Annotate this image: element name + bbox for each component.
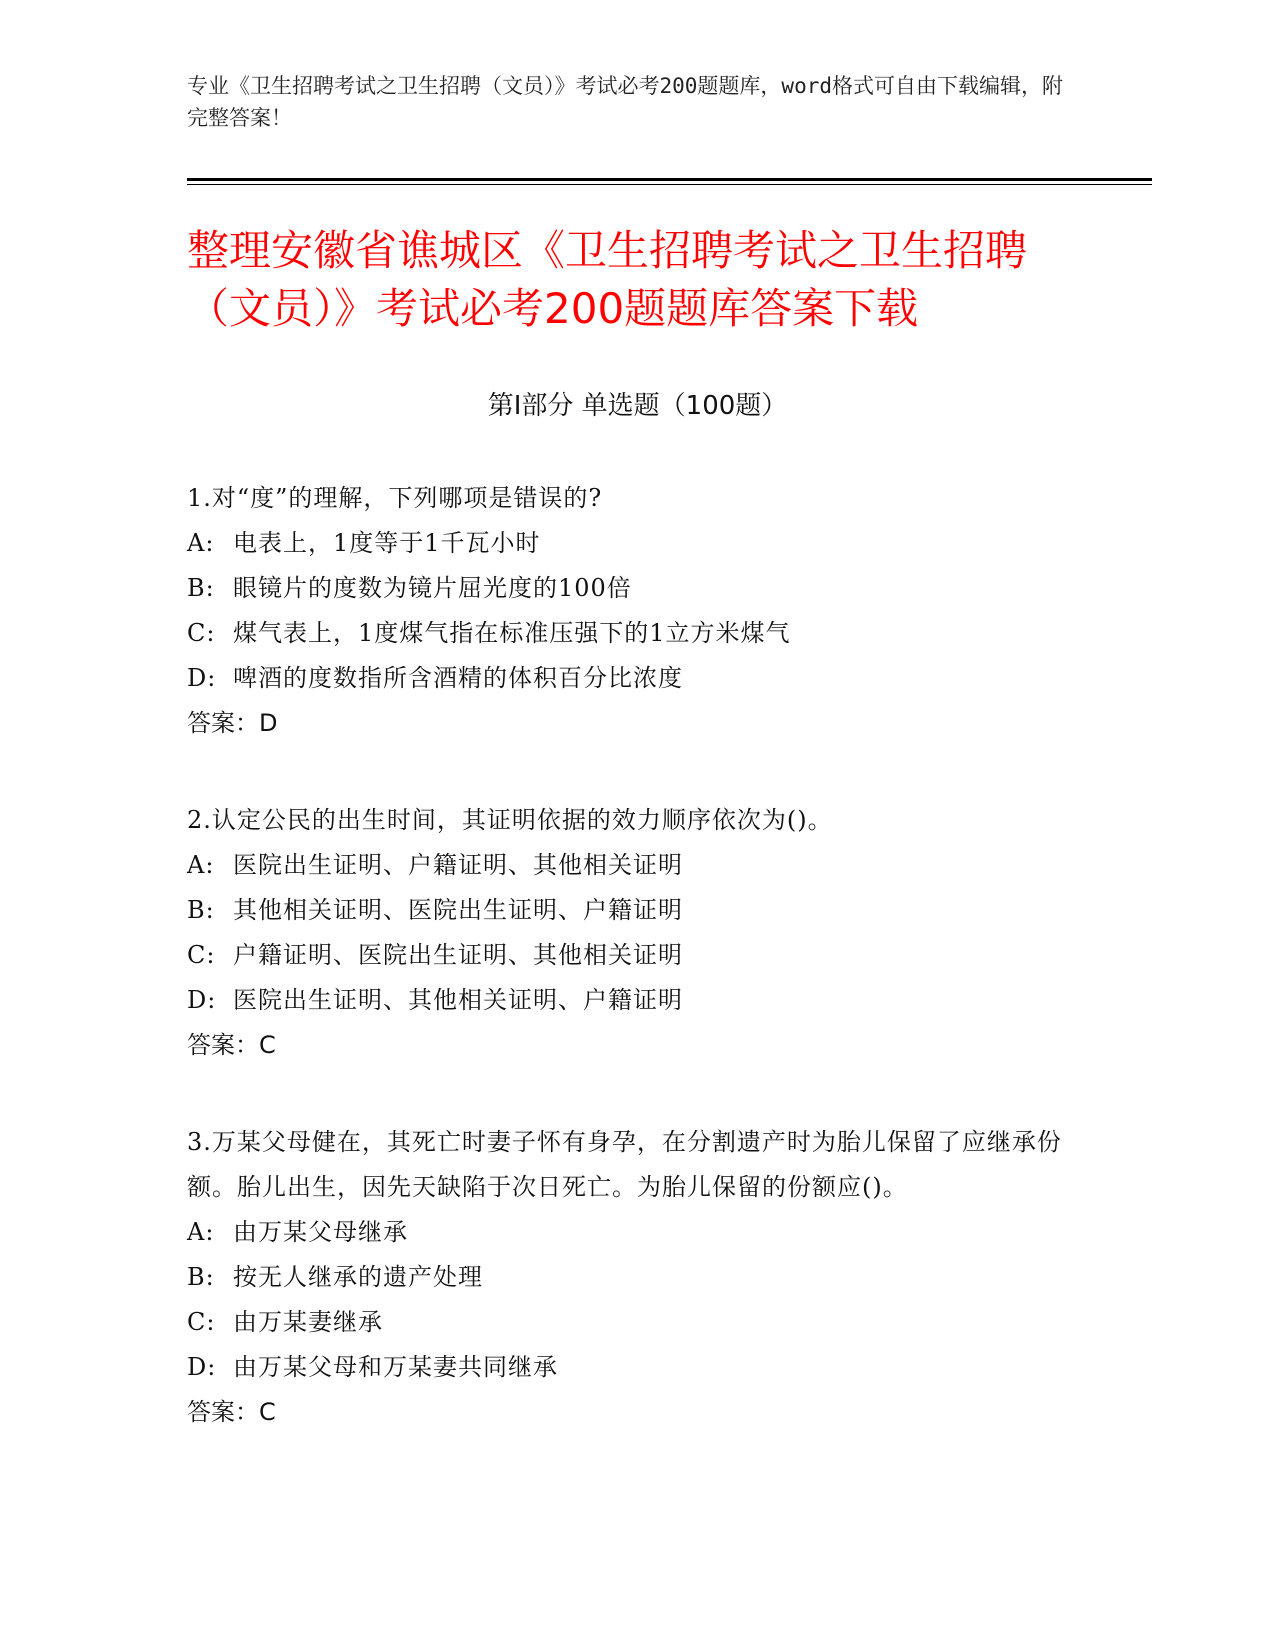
option-c bbox=[187, 611, 1067, 656]
option-text: 医院出生证明、户籍证明、其他相关证明 bbox=[233, 851, 683, 879]
header-divider-thin bbox=[187, 184, 1152, 185]
option-b bbox=[187, 1255, 1067, 1300]
document-title: 整理安徽省谯城区《卫生招聘考试之卫生招聘（文员）》考试必考200题题库答案下载 bbox=[187, 226, 1028, 333]
option-letter: B: bbox=[187, 896, 215, 924]
question-2 bbox=[187, 798, 1067, 1068]
option-text: 煤气表上，1度煤气指在标准压强下的1立方米煤气 bbox=[233, 619, 791, 647]
option-letter: A: bbox=[187, 1218, 215, 1246]
answer-line: 答案：C bbox=[187, 1398, 276, 1426]
header-divider-thick bbox=[187, 178, 1152, 181]
option-text: 其他相关证明、医院出生证明、户籍证明 bbox=[233, 896, 683, 924]
question-list bbox=[187, 476, 1067, 1487]
option-a bbox=[187, 1210, 1067, 1255]
option-text: 由万某父母和万某妻共同继承 bbox=[233, 1353, 558, 1381]
answer-line: 答案：D bbox=[187, 709, 278, 737]
option-letter: D: bbox=[187, 664, 217, 692]
answer-line: 答案：C bbox=[187, 1031, 276, 1059]
question-stem: 3.万某父母健在，其死亡时妻子怀有身孕，在分割遗产时为胎儿保留了应继承份额。胎儿出生，因先天缺陷于次日死亡。为胎儿保留的份额应()。 bbox=[187, 1128, 1062, 1201]
header-note: 专业《卫生招聘考试之卫生招聘（文员）》考试必考200题题库，word格式可自由下载编辑，附完整答案！ bbox=[187, 74, 1063, 130]
question-stem: 2.认定公民的出生时间，其证明依据的效力顺序依次为()。 bbox=[187, 806, 833, 834]
option-b bbox=[187, 566, 1067, 611]
option-letter: D: bbox=[187, 1353, 217, 1381]
option-letter: B: bbox=[187, 574, 215, 602]
option-d bbox=[187, 978, 1067, 1023]
option-text: 眼镜片的度数为镜片屈光度的100倍 bbox=[233, 574, 632, 602]
question-3 bbox=[187, 1120, 1067, 1435]
option-text: 按无人继承的遗产处理 bbox=[233, 1263, 483, 1291]
option-letter: B: bbox=[187, 1263, 215, 1291]
option-letter: C: bbox=[187, 619, 216, 647]
option-d bbox=[187, 1345, 1067, 1390]
option-a bbox=[187, 521, 1067, 566]
option-letter: A: bbox=[187, 851, 215, 879]
option-a bbox=[187, 843, 1067, 888]
question-stem: 1.对“度”的理解，下列哪项是错误的? bbox=[187, 484, 603, 512]
option-letter: C: bbox=[187, 1308, 216, 1336]
option-text: 啤酒的度数指所含酒精的体积百分比浓度 bbox=[233, 664, 683, 692]
option-b bbox=[187, 888, 1067, 933]
question-1 bbox=[187, 476, 1067, 746]
option-text: 电表上，1度等于1千瓦小时 bbox=[233, 529, 541, 557]
option-text: 由万某妻继承 bbox=[233, 1308, 383, 1336]
option-letter: C: bbox=[187, 941, 216, 969]
option-c bbox=[187, 933, 1067, 978]
option-text: 由万某父母继承 bbox=[233, 1218, 408, 1246]
option-letter: D: bbox=[187, 986, 217, 1014]
option-letter: A: bbox=[187, 529, 215, 557]
section-heading: 第Ⅰ部分 单选题（100题） bbox=[487, 391, 788, 421]
option-d bbox=[187, 656, 1067, 701]
option-text: 医院出生证明、其他相关证明、户籍证明 bbox=[233, 986, 683, 1014]
option-text: 户籍证明、医院出生证明、其他相关证明 bbox=[233, 941, 683, 969]
option-c bbox=[187, 1300, 1067, 1345]
